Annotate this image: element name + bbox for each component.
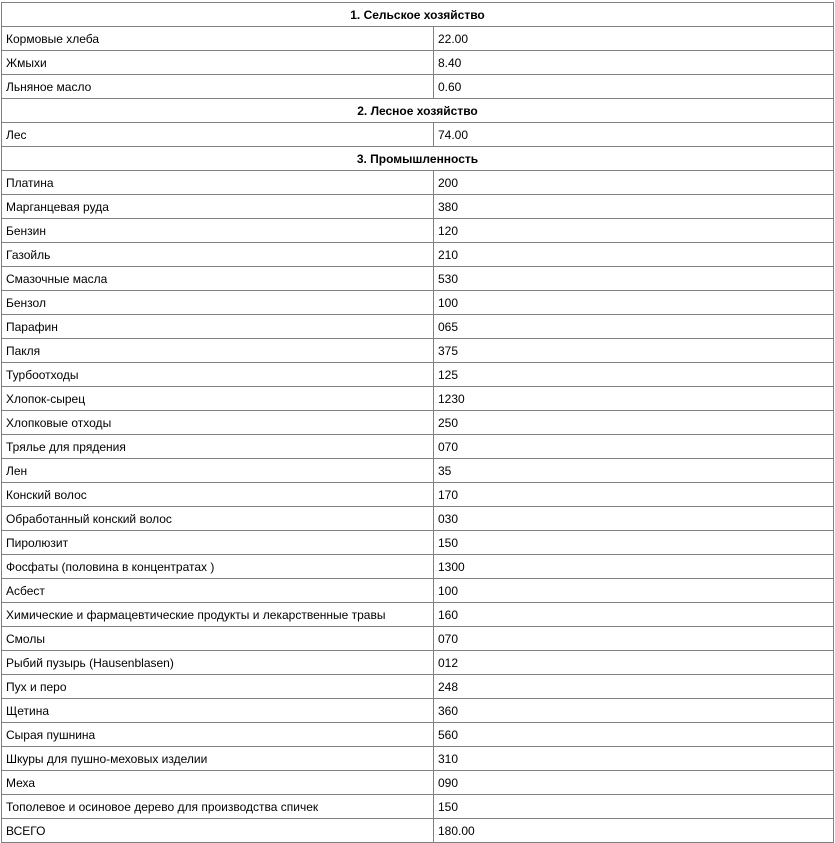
table-row bbox=[2, 123, 834, 147]
item-value: 375 bbox=[434, 339, 834, 363]
section-title: 2. Лесное хозяйство bbox=[2, 99, 834, 123]
item-value: 35 bbox=[434, 459, 834, 483]
total-value: 180.00 bbox=[434, 819, 834, 843]
item-value: 8.40 bbox=[434, 51, 834, 75]
item-name: Кормовые хлеба bbox=[2, 27, 434, 51]
table-row bbox=[2, 747, 834, 771]
table-row bbox=[2, 435, 834, 459]
table-row bbox=[2, 267, 834, 291]
item-name: Хлопок-сырец bbox=[2, 387, 434, 411]
table-row bbox=[2, 531, 834, 555]
item-value: 560 bbox=[434, 723, 834, 747]
goods-table-body bbox=[2, 3, 834, 843]
item-name: Обработанный конский волос bbox=[2, 507, 434, 531]
item-value: 22.00 bbox=[434, 27, 834, 51]
table-row bbox=[2, 363, 834, 387]
item-value: 250 bbox=[434, 411, 834, 435]
item-value: 150 bbox=[434, 531, 834, 555]
table-row bbox=[2, 387, 834, 411]
item-value: 74.00 bbox=[434, 123, 834, 147]
item-name: Конский волос bbox=[2, 483, 434, 507]
item-name: Бензин bbox=[2, 219, 434, 243]
table-row bbox=[2, 675, 834, 699]
item-value: 160 bbox=[434, 603, 834, 627]
item-name: Меха bbox=[2, 771, 434, 795]
table-row bbox=[2, 75, 834, 99]
table-row bbox=[2, 771, 834, 795]
table-row bbox=[2, 291, 834, 315]
item-name: Марганцевая руда bbox=[2, 195, 434, 219]
table-row bbox=[2, 219, 834, 243]
item-value: 170 bbox=[434, 483, 834, 507]
table-row bbox=[2, 195, 834, 219]
item-name: Льняное масло bbox=[2, 75, 434, 99]
section-header-row bbox=[2, 147, 834, 171]
item-name: Рыбий пузырь (Hausenblasen) bbox=[2, 651, 434, 675]
item-name: Сырая пушнина bbox=[2, 723, 434, 747]
table-row bbox=[2, 411, 834, 435]
item-name: Лес bbox=[2, 123, 434, 147]
item-name: Платина bbox=[2, 171, 434, 195]
table-row bbox=[2, 603, 834, 627]
item-name: Пух и перо bbox=[2, 675, 434, 699]
item-value: 100 bbox=[434, 579, 834, 603]
item-value: 150 bbox=[434, 795, 834, 819]
section-title: 1. Сельское хозяйство bbox=[2, 3, 834, 27]
item-name: Смолы bbox=[2, 627, 434, 651]
item-name: Трялье для прядения bbox=[2, 435, 434, 459]
item-value: 090 bbox=[434, 771, 834, 795]
table-row bbox=[2, 507, 834, 531]
table-row bbox=[2, 27, 834, 51]
item-value: 070 bbox=[434, 435, 834, 459]
section-header-row bbox=[2, 99, 834, 123]
item-name: Газойль bbox=[2, 243, 434, 267]
table-row bbox=[2, 651, 834, 675]
table-row bbox=[2, 555, 834, 579]
item-value: 200 bbox=[434, 171, 834, 195]
item-value: 012 bbox=[434, 651, 834, 675]
item-value: 248 bbox=[434, 675, 834, 699]
table-row bbox=[2, 51, 834, 75]
item-value: 1300 bbox=[434, 555, 834, 579]
item-name: Шкуры для пушно-меховых изделии bbox=[2, 747, 434, 771]
item-value: 380 bbox=[434, 195, 834, 219]
table-row bbox=[2, 483, 834, 507]
item-value: 0.60 bbox=[434, 75, 834, 99]
table-row bbox=[2, 243, 834, 267]
item-value: 360 bbox=[434, 699, 834, 723]
item-value: 530 bbox=[434, 267, 834, 291]
item-value: 070 bbox=[434, 627, 834, 651]
table-row bbox=[2, 723, 834, 747]
item-value: 1230 bbox=[434, 387, 834, 411]
section-title: 3. Промышленность bbox=[2, 147, 834, 171]
item-name: Пакля bbox=[2, 339, 434, 363]
item-name: Лен bbox=[2, 459, 434, 483]
item-value: 030 bbox=[434, 507, 834, 531]
item-value: 310 bbox=[434, 747, 834, 771]
item-name: Пиролюзит bbox=[2, 531, 434, 555]
item-name: Хлопковые отходы bbox=[2, 411, 434, 435]
item-name: Щетина bbox=[2, 699, 434, 723]
table-row bbox=[2, 579, 834, 603]
item-value: 120 bbox=[434, 219, 834, 243]
section-header-row bbox=[2, 3, 834, 27]
table-row bbox=[2, 315, 834, 339]
item-name: Смазочные масла bbox=[2, 267, 434, 291]
item-name: Химические и фармацевтические продукты и лекарственные травы bbox=[2, 603, 434, 627]
item-value: 100 bbox=[434, 291, 834, 315]
table-row bbox=[2, 171, 834, 195]
table-row bbox=[2, 795, 834, 819]
item-name: Тополевое и осиновое дерево для производства спичек bbox=[2, 795, 434, 819]
item-name: Бензол bbox=[2, 291, 434, 315]
item-name: Асбест bbox=[2, 579, 434, 603]
item-value: 065 bbox=[434, 315, 834, 339]
table-row bbox=[2, 339, 834, 363]
item-name: Фосфаты (половина в концентратах ) bbox=[2, 555, 434, 579]
item-value: 125 bbox=[434, 363, 834, 387]
item-value: 210 bbox=[434, 243, 834, 267]
item-name: Жмыхи bbox=[2, 51, 434, 75]
table-row bbox=[2, 459, 834, 483]
goods-table bbox=[1, 2, 834, 843]
total-label: ВСЕГО bbox=[2, 819, 434, 843]
item-name: Турбоотходы bbox=[2, 363, 434, 387]
total-row bbox=[2, 819, 834, 843]
table-row bbox=[2, 699, 834, 723]
table-row bbox=[2, 627, 834, 651]
item-name: Парафин bbox=[2, 315, 434, 339]
